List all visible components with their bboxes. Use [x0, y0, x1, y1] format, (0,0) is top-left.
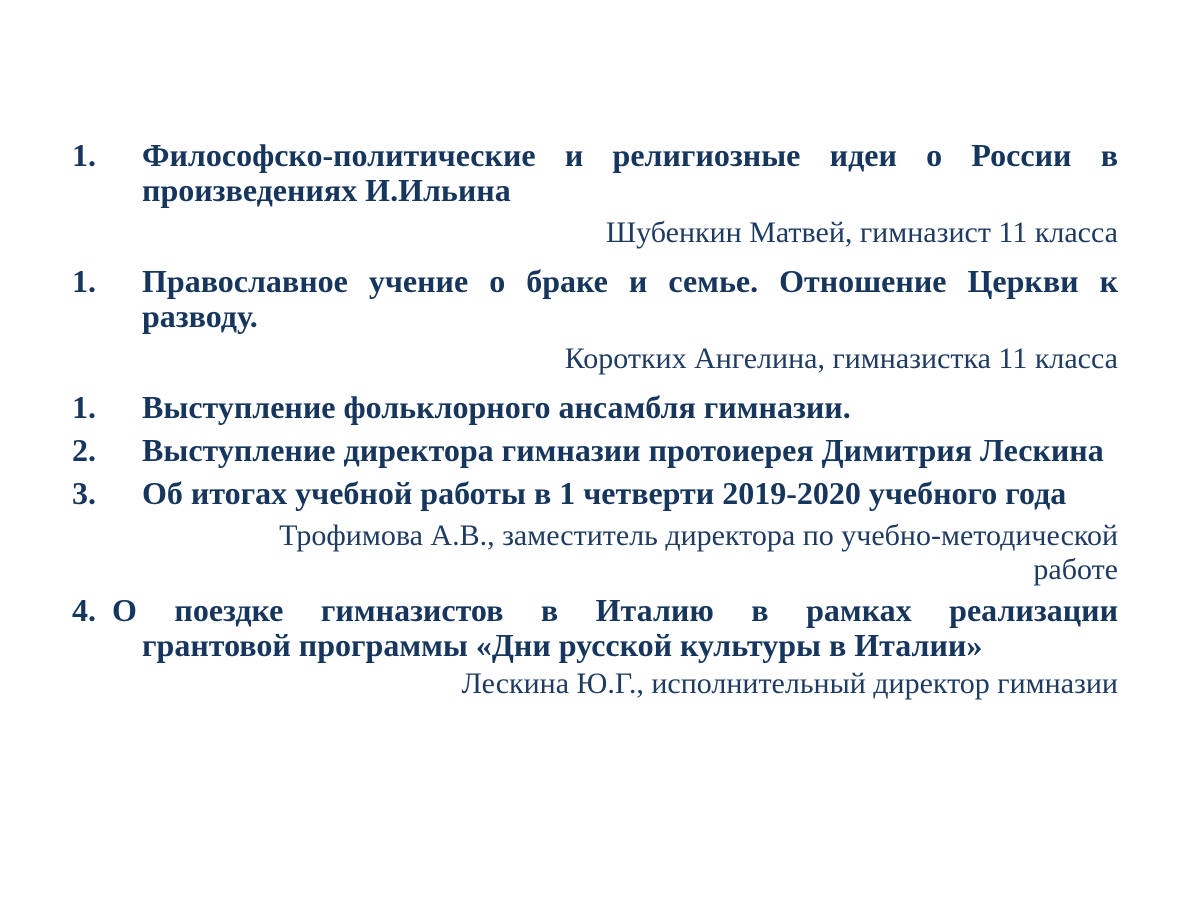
item-title: Православное учение о браке и семье. Отношение Церкви к разводу.	[142, 263, 1118, 334]
agenda-slide	[72, 138, 1118, 715]
item-title-line: грантовой программы «Дни русской культуры в Италии»	[142, 627, 983, 663]
item-title: Об итогах учебной работы в 1 четверти 2019-2020 учебного года	[142, 475, 1067, 511]
item-number: 1.	[72, 389, 96, 425]
presenter-line: Трофимова А.В., заместитель директора по учебно-методической	[279, 519, 1118, 552]
item-title-line: О поездке гимназистов в Италию в рамках реализации	[112, 592, 1118, 628]
agenda-item	[72, 264, 1118, 334]
item-title: Философско-политические и религиозные идеи о России в произведениях И.Ильина	[142, 137, 1118, 208]
item-title: Выступление директора гимназии протоиерея Димитрия Лескина	[142, 432, 1104, 468]
item-title: Выступление фольклорного ансамбля гимназии.	[142, 389, 851, 425]
item-number: 1.	[72, 137, 96, 173]
item-title-row	[72, 593, 1118, 628]
item-number: 1.	[72, 263, 96, 299]
agenda-item	[72, 433, 1118, 468]
item-presenter: Коротких Ангелина, гимназистка 11 класса	[564, 342, 1118, 375]
item-number: 4.	[72, 592, 96, 628]
item-presenter	[72, 519, 1118, 587]
agenda-item	[72, 390, 1118, 425]
item-presenter: Шубенкин Матвей, гимназист 11 класса	[605, 216, 1118, 249]
item-number: 3.	[72, 475, 96, 511]
item-presenter: Лескина Ю.Г., исполнительный директор гимназии	[461, 667, 1118, 700]
agenda-item	[72, 138, 1118, 208]
presenter-line: работе	[1033, 553, 1118, 586]
item-number: 2.	[72, 432, 96, 468]
agenda-item	[72, 476, 1118, 511]
agenda-item	[72, 593, 1118, 663]
